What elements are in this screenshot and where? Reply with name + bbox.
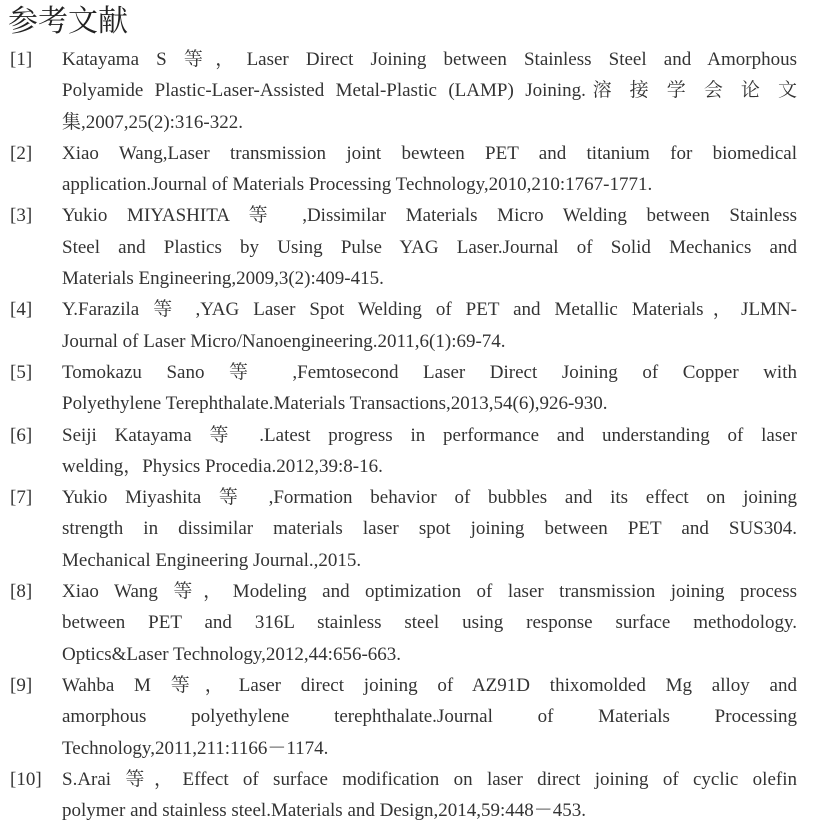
reference-line: Steel and Plastics by Using Pulse YAG Laser.Journal of Solid Mechanics and — [62, 236, 797, 258]
reference-item — [0, 44, 827, 138]
reference-number: [1] — [10, 49, 33, 70]
reference-item — [0, 764, 827, 827]
reference-line: Polyethylene Terephthalate.Materials Transactions,2013,54(6),926-930. — [62, 393, 608, 415]
reference-text — [62, 764, 797, 827]
reference-line: Katayama S 等，Laser Direct Joining between Stainless Steel and Amorphous — [62, 49, 797, 70]
reference-number: [3] — [10, 205, 33, 227]
reference-line: Polyamide Plastic-Laser-Assisted Metal-Plastic (LAMP) Joining.溶 接 学 会 论 文 — [62, 80, 797, 102]
reference-line: Materials Engineering,2009,3(2):409-415. — [62, 268, 384, 290]
reference-line: Yukio Miyashita 等 ,Formation behavior of bubbles and its effect on joining — [62, 487, 797, 509]
reference-line: Wahba M 等，Laser direct joining of AZ91D thixomolded Mg alloy and — [62, 674, 797, 696]
reference-item — [0, 138, 827, 201]
reference-number: [6] — [10, 424, 33, 446]
reference-line: application.Journal of Materials Processing Technology,2010,210:1767-1771. — [62, 174, 653, 196]
reference-item — [0, 576, 827, 670]
reference-text — [62, 357, 797, 420]
reference-text — [62, 294, 797, 357]
reference-line: S.Arai 等，Effect of surface modification on laser direct joining of cyclic olefin — [62, 768, 797, 790]
reference-number: [8] — [10, 581, 33, 603]
reference-item — [0, 420, 827, 483]
reference-line: polymer and stainless steel.Materials and Design,2014,59:448－453. — [62, 800, 586, 822]
reference-item — [0, 357, 827, 420]
reference-line: Y.Farazila 等 ,YAG Laser Spot Welding of PET and Metallic Materials，JLMN- — [62, 299, 797, 321]
reference-line: Yukio MIYASHITA 等 ,Dissimilar Materials Micro Welding between Stainless — [62, 205, 797, 227]
reference-text — [62, 138, 797, 201]
reference-line: Xiao Wang,Laser transmission joint bewteen PET and titanium for biomedical — [62, 142, 797, 164]
reference-number: [10] — [10, 768, 42, 790]
reference-item — [0, 294, 827, 357]
reference-line: Xiao Wang 等，Modeling and optimization of laser transmission joining process — [62, 581, 797, 603]
reference-number: [4] — [10, 299, 33, 321]
reference-list — [0, 44, 827, 826]
reference-line: welding，Physics Procedia.2012,39:8-16. — [62, 455, 383, 477]
reference-line: Mechanical Engineering Journal.,2015. — [62, 549, 362, 571]
reference-item — [0, 670, 827, 764]
reference-text — [62, 420, 797, 483]
reference-number: [2] — [10, 142, 33, 164]
page-title: 参考文献 — [8, 4, 128, 39]
reference-text — [62, 670, 797, 764]
reference-number: [5] — [10, 361, 33, 383]
reference-text — [62, 576, 797, 670]
reference-item — [0, 482, 827, 576]
reference-line: Seiji Katayama 等 .Latest progress in performance and understanding of laser — [62, 424, 797, 446]
reference-text — [62, 44, 797, 138]
reference-line: Optics&Laser Technology,2012,44:656-663. — [62, 643, 402, 665]
reference-line: between PET and 316L stainless steel using response surface methodology. — [62, 612, 797, 634]
reference-number: [9] — [10, 674, 33, 696]
reference-line: amorphous polyethylene terephthalate.Journal of Materials Processing — [62, 706, 797, 728]
reference-line: Journal of Laser Micro/Nanoengineering.2011,6(1):69-74. — [62, 330, 506, 352]
reference-line: Technology,2011,211:1166－1174. — [62, 737, 329, 759]
reference-text — [62, 200, 797, 294]
reference-line: Tomokazu Sano 等 ,Femtosecond Laser Direct Joining of Copper with — [62, 361, 797, 383]
reference-text — [62, 482, 797, 576]
reference-line: strength in dissimilar materials laser spot joining between PET and SUS304. — [62, 518, 797, 540]
reference-item — [0, 200, 827, 294]
reference-line: 集,2007,25(2):316-322. — [62, 111, 244, 133]
reference-number: [7] — [10, 487, 33, 509]
